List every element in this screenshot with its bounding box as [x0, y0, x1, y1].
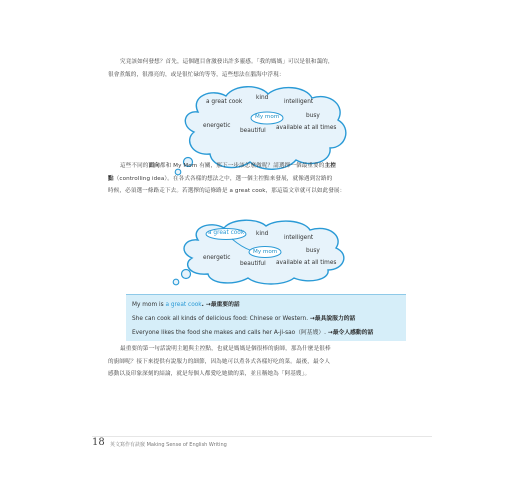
text-run-bold: 點	[108, 175, 114, 182]
cloud1-word-busy: busy	[306, 113, 320, 119]
cloud2-word-busy: busy	[306, 248, 320, 254]
intro-line-2: 很會煮飯的，很漂亮的，或是很忙碌的等等，這些想法在腦海中浮現：	[108, 71, 285, 78]
cloud1-word-energetic: energetic	[203, 123, 231, 129]
highlight-phrase: a great cook	[165, 302, 202, 308]
text-run: She can cook all kinds of delicious food: Chinese or Western.	[132, 316, 310, 322]
text-run: 這些不同的	[120, 163, 149, 169]
text-run-bold: 主控	[324, 163, 336, 169]
text-run: My mom is	[132, 302, 166, 308]
cloud2-word-kind: kind	[256, 231, 269, 237]
annotation: →最具說服力的話	[309, 316, 356, 322]
cloud1-word-available: available at all times	[276, 125, 337, 131]
example-line-3	[132, 327, 373, 336]
middle-line-3: 時候，必須選一條路走下去。若選擇的這條路是 a great cook，那這篇文章就可以如此發展：	[108, 188, 346, 195]
example-box	[126, 294, 406, 341]
closing-line-1: 最重要的第一句話說明主題與主控點，也就是媽媽是個很棒的廚師，那為什麼是很棒	[120, 346, 331, 352]
cloud1-word-great-cook: a great cook	[206, 99, 243, 105]
example-line-2	[132, 313, 355, 322]
example-line-1	[132, 299, 240, 308]
closing-line-3: 感動以及印象深刻的結論，就是每個人都愛吃她做的菜，並且稱她為「阿基嫂」。	[108, 371, 311, 378]
middle-line-2	[108, 173, 408, 186]
cloud2-word-available: available at all times	[276, 260, 337, 266]
cloud2-word-energetic: energetic	[203, 255, 231, 261]
text-run: 都和 My Mom 有關，那下一步該怎麼做呢？請選擇一個最重要的	[159, 163, 325, 169]
text-run: Everyone likes the food she makes and calls her A-ji-sao（阿基嫂）.	[132, 330, 328, 336]
text-run-bold: 面向	[148, 163, 160, 169]
cloud2-word-beautiful: beautiful	[240, 261, 266, 267]
annotation: →最令人感動的話	[327, 330, 374, 336]
text-run: （controlling idea）。在各式各樣的想法之中，選一個主控點來發展，就像遇到岔路的	[113, 175, 333, 182]
cloud2-word-intelligent: intelligent	[284, 235, 314, 241]
page-number: 18	[92, 437, 105, 448]
intro-line-1: 究竟該如何發想？首先，這個題目會激發出許多靈感。「我的媽媽」可以是很和藹的，	[120, 59, 334, 65]
cloud1-word-intelligent: intelligent	[284, 99, 314, 105]
running-title: 英文寫作有訣竅 Making Sense of English Writing	[110, 442, 227, 448]
middle-line-1	[108, 160, 408, 173]
cloud2-word-great-cook: a great cook	[208, 230, 245, 236]
intro-paragraph	[108, 56, 408, 81]
closing-line-2: 的廚師呢？接下來提供有說服力的細節，因為她可以煮各式各樣好吃的菜。最後，最令人	[108, 358, 331, 365]
closing-paragraph	[108, 343, 408, 381]
annotation: . →最重要的話	[201, 302, 240, 308]
cloud2-center-my-mom: My mom	[253, 249, 278, 255]
cloud1-word-kind: kind	[256, 95, 269, 101]
cloud1-word-beautiful: beautiful	[240, 128, 266, 134]
middle-paragraph	[108, 160, 408, 198]
cloud1-center-my-mom: My mom	[255, 114, 280, 120]
